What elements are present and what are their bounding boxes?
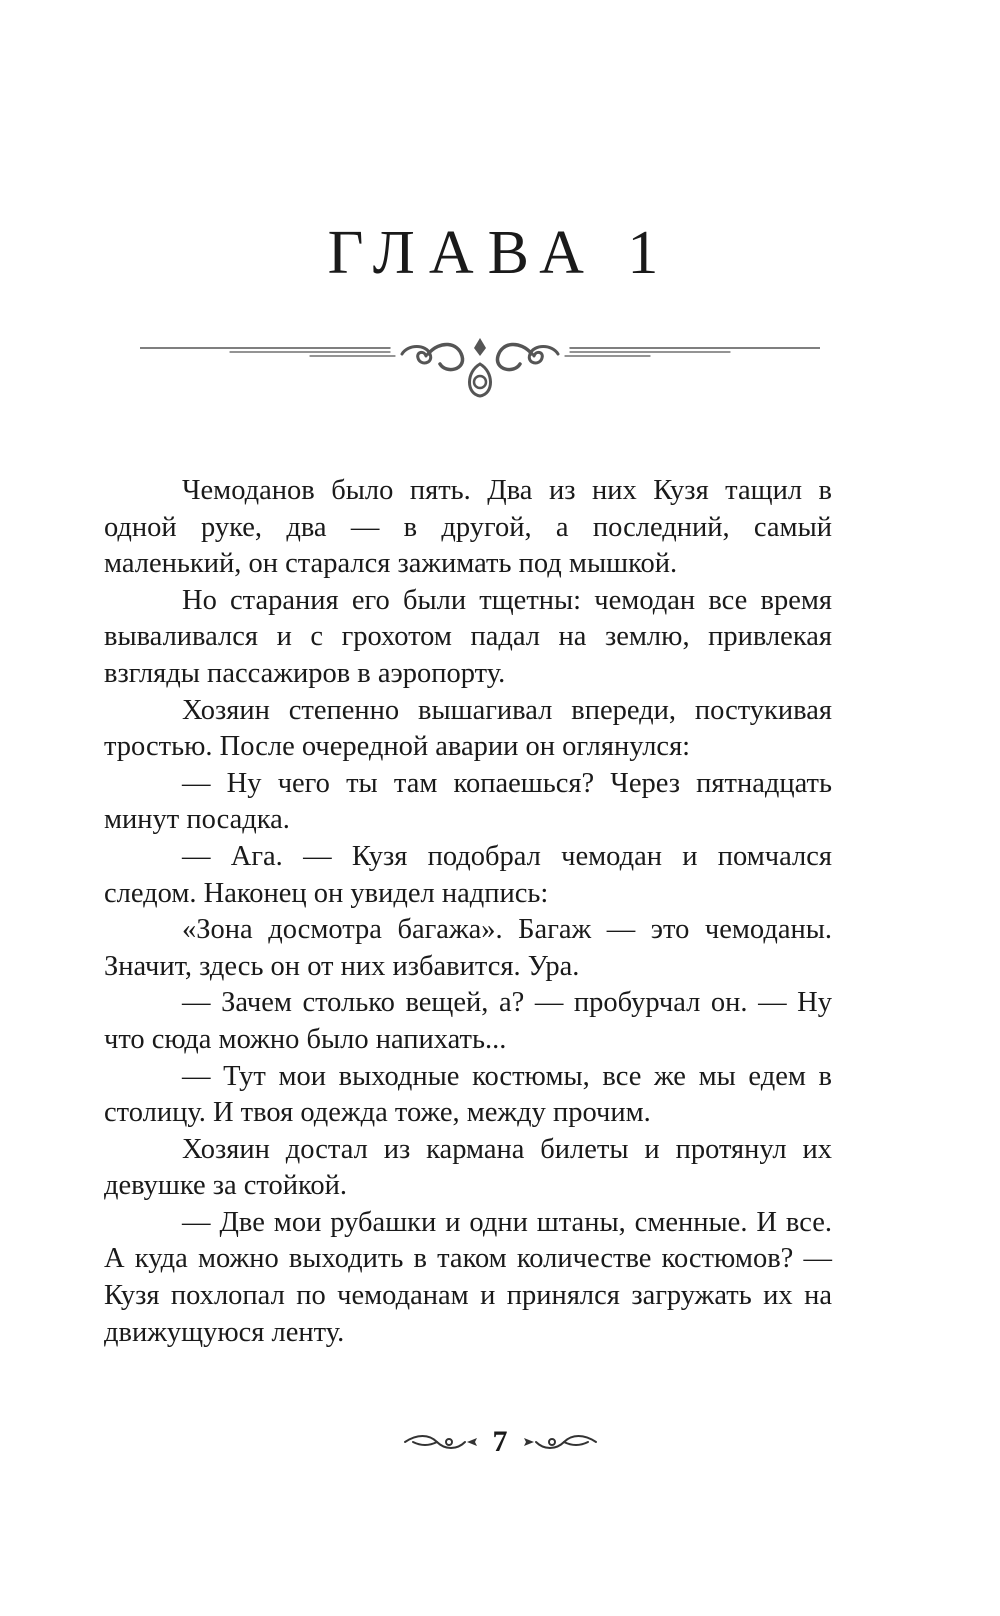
flourish-right-icon — [522, 1432, 598, 1452]
chapter-body — [104, 473, 832, 1351]
paragraph: «Зона досмотра багажа». Багаж — это чемоданы. Значит, здесь он от них избавится. Ура. — [104, 914, 832, 982]
paragraph: — Две мои рубашки и одни штаны, сменные. И все. А куда можно выходить в таком количестве костюмов? — Кузя похлопал по чемоданам и принялся загружать их на движущуюся ленту. — [104, 1206, 832, 1348]
paragraph: — Ну чего ты там копаешься? Через пятнадцать минут посадка. — [104, 767, 832, 836]
scroll-flourish-divider-icon — [140, 334, 820, 404]
paragraph: Хозяин степенно вышагивал впереди, постукивая тростью. После очередной аварии он оглянулся: — [104, 694, 832, 763]
chapter-title: ГЛАВА 1 — [327, 219, 673, 287]
flourish-left-icon — [403, 1432, 479, 1452]
paragraph: Но старания его были тщетны: чемодан все время вываливался и с грохотом падал на землю, привлекая взгляды пассажиров в аэропорту. — [104, 584, 832, 689]
page-footer — [0, 1422, 1000, 1462]
paragraph: — Тут мои выходные костюмы, все же мы едем в столицу. И твоя одежда тоже, между прочим. — [104, 1060, 832, 1129]
paragraph: Хозяин достал из кармана билеты и протянул их девушке за стойкой. — [104, 1133, 832, 1202]
paragraph: — Зачем столько вещей, а? — пробурчал он. — Ну что сюда можно было напихать... — [104, 987, 832, 1055]
paragraph: Чемоданов было пять. Два из них Кузя тащил в одной руке, два — в другой, а последний, самый маленький, он старался зажимать под мышкой. — [104, 475, 832, 580]
page-number: 7 — [492, 1425, 508, 1458]
paragraph: — Ага. — Кузя подобрал чемодан и помчался следом. Наконец он увидел надпись: — [104, 840, 832, 909]
